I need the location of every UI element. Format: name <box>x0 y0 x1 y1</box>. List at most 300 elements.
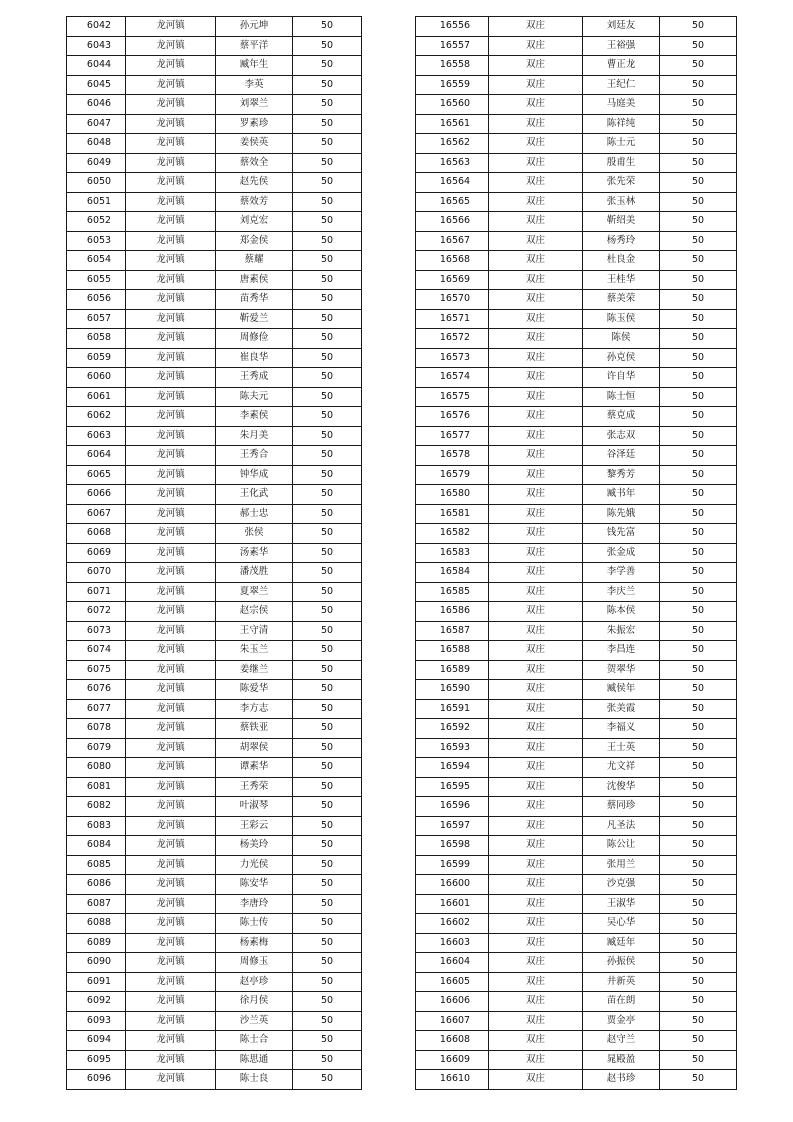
person-name-cell: 王守清 <box>216 621 293 641</box>
record-number-cell: 6096 <box>67 1070 126 1090</box>
person-name-cell: 陈爱华 <box>216 680 293 700</box>
record-number-cell: 16590 <box>416 680 489 700</box>
record-number-cell: 6094 <box>67 1031 126 1051</box>
person-name-cell: 王裕强 <box>583 36 660 56</box>
person-name-cell: 蔡同珍 <box>583 797 660 817</box>
record-number-cell: 6043 <box>67 36 126 56</box>
person-name-cell: 罗素珍 <box>216 114 293 134</box>
amount-cell: 50 <box>660 114 737 134</box>
table-row <box>67 992 362 1012</box>
town-cell: 双庄 <box>489 699 583 719</box>
table-row <box>67 719 362 739</box>
amount-cell: 50 <box>293 797 362 817</box>
table-row <box>67 680 362 700</box>
table-row <box>416 485 737 505</box>
person-name-cell: 陈祥纯 <box>583 114 660 134</box>
town-cell: 双庄 <box>489 465 583 485</box>
town-cell: 龙河镇 <box>126 504 216 524</box>
table-row <box>67 173 362 193</box>
town-cell: 双庄 <box>489 290 583 310</box>
amount-cell: 50 <box>660 738 737 758</box>
table-row <box>416 582 737 602</box>
record-number-cell: 16594 <box>416 758 489 778</box>
town-cell: 龙河镇 <box>126 972 216 992</box>
person-name-cell: 王士英 <box>583 738 660 758</box>
town-cell: 龙河镇 <box>126 36 216 56</box>
table-row <box>416 36 737 56</box>
table-row <box>67 114 362 134</box>
amount-cell: 50 <box>660 602 737 622</box>
town-cell: 双庄 <box>489 524 583 544</box>
amount-cell: 50 <box>660 368 737 388</box>
person-name-cell: 王秀荣 <box>216 777 293 797</box>
amount-cell: 50 <box>660 485 737 505</box>
record-number-cell: 6045 <box>67 75 126 95</box>
record-number-cell: 16570 <box>416 290 489 310</box>
person-name-cell: 朱月美 <box>216 426 293 446</box>
person-name-cell: 赵书珍 <box>583 1070 660 1090</box>
amount-cell: 50 <box>660 192 737 212</box>
town-cell: 双庄 <box>489 56 583 76</box>
town-cell: 双庄 <box>489 387 583 407</box>
town-cell: 双庄 <box>489 953 583 973</box>
town-cell: 双庄 <box>489 114 583 134</box>
record-number-cell: 16606 <box>416 992 489 1012</box>
table-row <box>416 251 737 271</box>
record-number-cell: 6087 <box>67 894 126 914</box>
record-number-cell: 6072 <box>67 602 126 622</box>
person-name-cell: 刘翠兰 <box>216 95 293 115</box>
person-name-cell: 孙克侯 <box>583 348 660 368</box>
town-cell: 龙河镇 <box>126 173 216 193</box>
record-number-cell: 6067 <box>67 504 126 524</box>
table-row <box>416 114 737 134</box>
amount-cell: 50 <box>293 504 362 524</box>
amount-cell: 50 <box>293 972 362 992</box>
table-row <box>416 56 737 76</box>
table-row <box>416 446 737 466</box>
record-number-cell: 6070 <box>67 563 126 583</box>
town-cell: 龙河镇 <box>126 309 216 329</box>
person-name-cell: 陈士元 <box>583 134 660 154</box>
table-row <box>67 875 362 895</box>
amount-cell: 50 <box>660 17 737 37</box>
person-name-cell: 刘克宏 <box>216 212 293 232</box>
record-number-cell: 16574 <box>416 368 489 388</box>
town-cell: 龙河镇 <box>126 777 216 797</box>
record-number-cell: 16557 <box>416 36 489 56</box>
record-number-cell: 16556 <box>416 17 489 37</box>
table-row <box>416 407 737 427</box>
person-name-cell: 朱玉兰 <box>216 641 293 661</box>
amount-cell: 50 <box>660 134 737 154</box>
person-name-cell: 郝士忠 <box>216 504 293 524</box>
amount-cell: 50 <box>660 1031 737 1051</box>
table-row <box>416 329 737 349</box>
town-cell: 双庄 <box>489 1031 583 1051</box>
record-number-cell: 16568 <box>416 251 489 271</box>
person-name-cell: 蔡平洋 <box>216 36 293 56</box>
town-cell: 双庄 <box>489 816 583 836</box>
record-number-cell: 16610 <box>416 1070 489 1090</box>
town-cell: 龙河镇 <box>126 56 216 76</box>
table-row <box>67 953 362 973</box>
town-cell: 双庄 <box>489 582 583 602</box>
record-number-cell: 16567 <box>416 231 489 251</box>
amount-cell: 50 <box>660 680 737 700</box>
town-cell: 龙河镇 <box>126 17 216 37</box>
amount-cell: 50 <box>660 465 737 485</box>
table-row <box>67 855 362 875</box>
person-name-cell: 李方志 <box>216 699 293 719</box>
person-name-cell: 蔡美荣 <box>583 290 660 310</box>
amount-cell: 50 <box>660 1050 737 1070</box>
table-row <box>416 1050 737 1070</box>
person-name-cell: 孙元坤 <box>216 17 293 37</box>
table-row <box>416 368 737 388</box>
table-row <box>416 75 737 95</box>
table-row <box>67 75 362 95</box>
town-cell: 双庄 <box>489 797 583 817</box>
record-number-cell: 16592 <box>416 719 489 739</box>
table-row <box>416 1011 737 1031</box>
table-row <box>416 1031 737 1051</box>
record-number-cell: 6082 <box>67 797 126 817</box>
amount-cell: 50 <box>293 290 362 310</box>
record-number-cell: 16564 <box>416 173 489 193</box>
record-number-cell: 6044 <box>67 56 126 76</box>
table-row <box>416 933 737 953</box>
town-cell: 双庄 <box>489 407 583 427</box>
record-number-cell: 16597 <box>416 816 489 836</box>
town-cell: 双庄 <box>489 894 583 914</box>
amount-cell: 50 <box>660 777 737 797</box>
town-cell: 龙河镇 <box>126 1050 216 1070</box>
person-name-cell: 谭素华 <box>216 758 293 778</box>
amount-cell: 50 <box>293 75 362 95</box>
amount-cell: 50 <box>660 797 737 817</box>
town-cell: 龙河镇 <box>126 836 216 856</box>
table-row <box>416 680 737 700</box>
town-cell: 龙河镇 <box>126 465 216 485</box>
person-name-cell: 陈夫元 <box>216 387 293 407</box>
right-table <box>415 16 737 1090</box>
table-row <box>67 309 362 329</box>
amount-cell: 50 <box>660 36 737 56</box>
amount-cell: 50 <box>293 660 362 680</box>
town-cell: 龙河镇 <box>126 758 216 778</box>
town-cell: 双庄 <box>489 738 583 758</box>
amount-cell: 50 <box>660 641 737 661</box>
town-cell: 双庄 <box>489 270 583 290</box>
amount-cell: 50 <box>660 95 737 115</box>
amount-cell: 50 <box>293 524 362 544</box>
amount-cell: 50 <box>293 836 362 856</box>
town-cell: 双庄 <box>489 504 583 524</box>
table-row <box>67 699 362 719</box>
town-cell: 龙河镇 <box>126 797 216 817</box>
table-row <box>67 1031 362 1051</box>
amount-cell: 50 <box>660 348 737 368</box>
town-cell: 双庄 <box>489 680 583 700</box>
person-name-cell: 王桂华 <box>583 270 660 290</box>
town-cell: 龙河镇 <box>126 407 216 427</box>
table-row <box>67 368 362 388</box>
record-number-cell: 16609 <box>416 1050 489 1070</box>
amount-cell: 50 <box>293 368 362 388</box>
town-cell: 龙河镇 <box>126 426 216 446</box>
table-row <box>416 641 737 661</box>
person-name-cell: 靳绍美 <box>583 212 660 232</box>
town-cell: 双庄 <box>489 426 583 446</box>
record-number-cell: 6046 <box>67 95 126 115</box>
person-name-cell: 姜继兰 <box>216 660 293 680</box>
person-name-cell: 李素侯 <box>216 407 293 427</box>
amount-cell: 50 <box>660 563 737 583</box>
record-number-cell: 6079 <box>67 738 126 758</box>
table-row <box>416 914 737 934</box>
table-row <box>67 816 362 836</box>
table-row <box>416 855 737 875</box>
record-number-cell: 16588 <box>416 641 489 661</box>
amount-cell: 50 <box>293 563 362 583</box>
table-row <box>416 465 737 485</box>
record-number-cell: 6090 <box>67 953 126 973</box>
amount-cell: 50 <box>293 1070 362 1090</box>
person-name-cell: 力光侯 <box>216 855 293 875</box>
person-name-cell: 张用兰 <box>583 855 660 875</box>
person-name-cell: 朱振宏 <box>583 621 660 641</box>
person-name-cell: 赵守兰 <box>583 1031 660 1051</box>
amount-cell: 50 <box>293 699 362 719</box>
table-row <box>67 231 362 251</box>
person-name-cell: 王彩云 <box>216 816 293 836</box>
town-cell: 龙河镇 <box>126 816 216 836</box>
town-cell: 双庄 <box>489 36 583 56</box>
amount-cell: 50 <box>293 485 362 505</box>
table-row <box>416 660 737 680</box>
record-number-cell: 6071 <box>67 582 126 602</box>
town-cell: 双庄 <box>489 914 583 934</box>
person-name-cell: 李福义 <box>583 719 660 739</box>
person-name-cell: 苗在朗 <box>583 992 660 1012</box>
person-name-cell: 叶淑琴 <box>216 797 293 817</box>
amount-cell: 50 <box>293 17 362 37</box>
amount-cell: 50 <box>660 1070 737 1090</box>
town-cell: 双庄 <box>489 836 583 856</box>
record-number-cell: 16562 <box>416 134 489 154</box>
town-cell: 龙河镇 <box>126 719 216 739</box>
person-name-cell: 王秀成 <box>216 368 293 388</box>
person-name-cell: 吴心华 <box>583 914 660 934</box>
town-cell: 双庄 <box>489 348 583 368</box>
amount-cell: 50 <box>660 329 737 349</box>
amount-cell: 50 <box>293 56 362 76</box>
table-row <box>67 95 362 115</box>
amount-cell: 50 <box>293 914 362 934</box>
record-number-cell: 6093 <box>67 1011 126 1031</box>
table-row <box>416 953 737 973</box>
table-row <box>416 309 737 329</box>
amount-cell: 50 <box>660 855 737 875</box>
record-number-cell: 6081 <box>67 777 126 797</box>
record-number-cell: 6056 <box>67 290 126 310</box>
amount-cell: 50 <box>293 875 362 895</box>
person-name-cell: 王秀合 <box>216 446 293 466</box>
town-cell: 龙河镇 <box>126 446 216 466</box>
person-name-cell: 钟华成 <box>216 465 293 485</box>
town-cell: 龙河镇 <box>126 894 216 914</box>
town-cell: 双庄 <box>489 855 583 875</box>
amount-cell: 50 <box>293 621 362 641</box>
person-name-cell: 曹正龙 <box>583 56 660 76</box>
person-name-cell: 陈本侯 <box>583 602 660 622</box>
person-name-cell: 晁殿盈 <box>583 1050 660 1070</box>
town-cell: 龙河镇 <box>126 290 216 310</box>
person-name-cell: 汤素华 <box>216 543 293 563</box>
table-row <box>416 290 737 310</box>
amount-cell: 50 <box>293 641 362 661</box>
record-number-cell: 16584 <box>416 563 489 583</box>
person-name-cell: 臧廷年 <box>583 933 660 953</box>
town-cell: 双庄 <box>489 1070 583 1090</box>
table-row <box>67 738 362 758</box>
person-name-cell: 王淑华 <box>583 894 660 914</box>
record-number-cell: 16582 <box>416 524 489 544</box>
town-cell: 龙河镇 <box>126 329 216 349</box>
person-name-cell: 刘廷友 <box>583 17 660 37</box>
record-number-cell: 6066 <box>67 485 126 505</box>
town-cell: 龙河镇 <box>126 543 216 563</box>
person-name-cell: 臧书年 <box>583 485 660 505</box>
table-row <box>67 543 362 563</box>
table-row <box>416 602 737 622</box>
record-number-cell: 6076 <box>67 680 126 700</box>
amount-cell: 50 <box>293 192 362 212</box>
amount-cell: 50 <box>660 212 737 232</box>
amount-cell: 50 <box>293 231 362 251</box>
table-row <box>416 212 737 232</box>
amount-cell: 50 <box>660 231 737 251</box>
person-name-cell: 赵先侯 <box>216 173 293 193</box>
amount-cell: 50 <box>660 543 737 563</box>
record-number-cell: 16563 <box>416 153 489 173</box>
table-row <box>67 797 362 817</box>
person-name-cell: 李英 <box>216 75 293 95</box>
table-row <box>67 290 362 310</box>
person-name-cell: 胡翠侯 <box>216 738 293 758</box>
person-name-cell: 李学善 <box>583 563 660 583</box>
town-cell: 龙河镇 <box>126 953 216 973</box>
amount-cell: 50 <box>660 75 737 95</box>
table-row <box>67 446 362 466</box>
town-cell: 双庄 <box>489 777 583 797</box>
town-cell: 双庄 <box>489 563 583 583</box>
amount-cell: 50 <box>660 309 737 329</box>
record-number-cell: 6068 <box>67 524 126 544</box>
record-number-cell: 6069 <box>67 543 126 563</box>
record-number-cell: 16608 <box>416 1031 489 1051</box>
record-number-cell: 16580 <box>416 485 489 505</box>
town-cell: 双庄 <box>489 758 583 778</box>
table-row <box>67 758 362 778</box>
record-number-cell: 6052 <box>67 212 126 232</box>
amount-cell: 50 <box>293 309 362 329</box>
table-row <box>416 153 737 173</box>
person-name-cell: 张美霞 <box>583 699 660 719</box>
town-cell: 双庄 <box>489 251 583 271</box>
amount-cell: 50 <box>293 953 362 973</box>
table-row <box>67 504 362 524</box>
town-cell: 龙河镇 <box>126 680 216 700</box>
person-name-cell: 张志双 <box>583 426 660 446</box>
record-number-cell: 16558 <box>416 56 489 76</box>
person-name-cell: 唐素侯 <box>216 270 293 290</box>
amount-cell: 50 <box>660 153 737 173</box>
town-cell: 双庄 <box>489 17 583 37</box>
amount-cell: 50 <box>293 173 362 193</box>
record-number-cell: 16605 <box>416 972 489 992</box>
amount-cell: 50 <box>293 855 362 875</box>
person-name-cell: 徐月侯 <box>216 992 293 1012</box>
amount-cell: 50 <box>293 348 362 368</box>
town-cell: 双庄 <box>489 192 583 212</box>
amount-cell: 50 <box>293 680 362 700</box>
table-row <box>67 914 362 934</box>
table-row <box>67 407 362 427</box>
town-cell: 双庄 <box>489 212 583 232</box>
amount-cell: 50 <box>293 114 362 134</box>
table-row <box>67 621 362 641</box>
town-cell: 双庄 <box>489 173 583 193</box>
person-name-cell: 贾金亭 <box>583 1011 660 1031</box>
table-row <box>67 17 362 37</box>
record-number-cell: 16603 <box>416 933 489 953</box>
table-row <box>67 1011 362 1031</box>
record-number-cell: 6065 <box>67 465 126 485</box>
amount-cell: 50 <box>660 719 737 739</box>
amount-cell: 50 <box>293 758 362 778</box>
town-cell: 龙河镇 <box>126 602 216 622</box>
record-number-cell: 6083 <box>67 816 126 836</box>
amount-cell: 50 <box>293 933 362 953</box>
person-name-cell: 蔡铁亚 <box>216 719 293 739</box>
person-name-cell: 王纪仁 <box>583 75 660 95</box>
amount-cell: 50 <box>660 290 737 310</box>
record-number-cell: 16566 <box>416 212 489 232</box>
amount-cell: 50 <box>293 582 362 602</box>
record-number-cell: 6080 <box>67 758 126 778</box>
table-row <box>416 699 737 719</box>
amount-cell: 50 <box>293 1031 362 1051</box>
town-cell: 龙河镇 <box>126 153 216 173</box>
person-name-cell: 陈士传 <box>216 914 293 934</box>
amount-cell: 50 <box>660 699 737 719</box>
town-cell: 龙河镇 <box>126 114 216 134</box>
table-row <box>67 582 362 602</box>
person-name-cell: 陈思通 <box>216 1050 293 1070</box>
person-name-cell: 蔡效芳 <box>216 192 293 212</box>
table-row <box>67 972 362 992</box>
person-name-cell: 杜良金 <box>583 251 660 271</box>
person-name-cell: 王化武 <box>216 485 293 505</box>
record-number-cell: 6089 <box>67 933 126 953</box>
table-row <box>67 329 362 349</box>
record-number-cell: 6084 <box>67 836 126 856</box>
record-number-cell: 16593 <box>416 738 489 758</box>
person-name-cell: 潘茂胜 <box>216 563 293 583</box>
person-name-cell: 蔡效全 <box>216 153 293 173</box>
